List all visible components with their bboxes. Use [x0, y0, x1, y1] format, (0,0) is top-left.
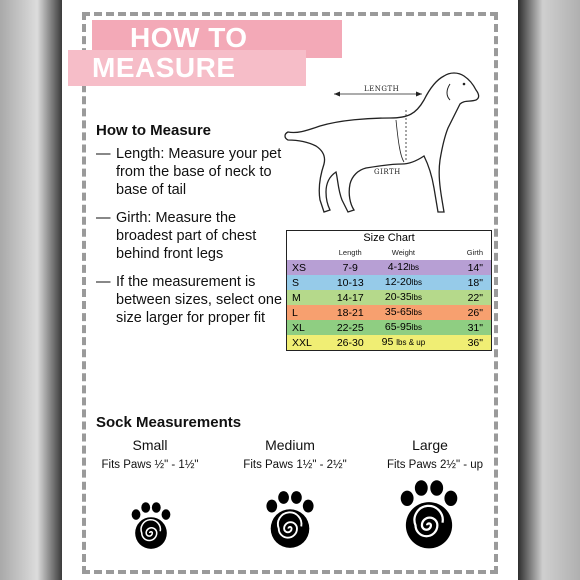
bullet-dash: —	[96, 274, 111, 290]
sock-size-medium: Medium	[265, 437, 315, 453]
size-cell: XS	[292, 261, 307, 274]
weight-unit: lbs & up	[396, 338, 426, 347]
length-cell: 22-25	[336, 321, 364, 334]
bullet-text: If the measurement is between sizes, select one size larger for proper fit	[116, 274, 283, 326]
sock-fit-medium: Fits Paws 1½" - 2½"	[243, 459, 347, 471]
size-cell: XL	[292, 321, 305, 334]
bullet-text: Girth: Measure the broadest part of chest behind front legs	[116, 210, 257, 262]
table-row	[287, 290, 492, 305]
table-row	[287, 305, 492, 320]
weight-value: 95	[381, 336, 394, 348]
weight-value: 20-35	[384, 291, 412, 303]
size-cell: XXL	[292, 336, 312, 349]
sock-size-small: Small	[132, 437, 168, 453]
weight-cell	[373, 335, 434, 351]
weight-value: 12-20	[384, 276, 412, 288]
girth-cell: 18"	[467, 276, 483, 289]
paw-small-icon	[129, 501, 173, 551]
bullet-between-sizes	[96, 273, 284, 327]
bullet-text: Length: Measure your pet from the base of neck to base of tail	[116, 146, 282, 198]
girth-cell: 14"	[467, 261, 483, 274]
sock-size-large: Large	[412, 437, 448, 453]
paw-medium-icon	[263, 490, 317, 550]
table-row	[287, 335, 492, 351]
weight-unit: lbs	[411, 323, 422, 332]
weight-unit: lbs	[411, 308, 422, 317]
weight-cell	[373, 260, 434, 275]
girth-cell: 22"	[467, 291, 483, 304]
weight-cell	[373, 275, 434, 290]
bullet-dash: —	[96, 210, 111, 226]
girth-cell: 36"	[467, 336, 483, 349]
how-to-measure-heading: How to Measure	[96, 122, 212, 139]
length-cell: 10-13	[336, 276, 364, 289]
weight-cell	[373, 320, 434, 335]
column-header-length: Length	[338, 247, 362, 257]
background-left	[0, 0, 62, 580]
column-header-weight: Weight	[391, 247, 416, 257]
sock-measurements-heading: Sock Measurements	[96, 414, 242, 431]
weight-unit: lbs	[411, 293, 422, 302]
size-cell: M	[292, 291, 301, 304]
column-header-girth: Girth	[466, 247, 483, 257]
weight-cell	[373, 305, 434, 320]
girth-cell: 31"	[467, 321, 483, 334]
dog-illustration	[280, 60, 495, 220]
weight-value: 4-12	[387, 261, 409, 273]
column-header-size	[287, 246, 328, 261]
length-cell: 26-30	[336, 336, 364, 349]
size-cell: S	[292, 276, 300, 289]
size-chart-header-row	[287, 246, 492, 261]
weight-value: 65-95	[384, 321, 412, 333]
length-cell: 14-17	[336, 291, 364, 304]
title-line-2: MEASURE	[92, 52, 236, 83]
weight-unit: lbs	[408, 263, 420, 272]
size-chart	[286, 230, 492, 351]
girth-label: GIRTH	[374, 168, 401, 176]
bullet-dash: —	[96, 146, 111, 162]
weight-value: 35-65	[384, 306, 412, 318]
title-line-1: HOW TO	[130, 22, 248, 53]
paw-large-icon	[396, 479, 462, 551]
length-label: LENGTH	[364, 85, 400, 93]
table-row	[287, 320, 492, 335]
table-row	[287, 275, 492, 290]
bullet-length	[96, 145, 284, 199]
size-cell: L	[292, 306, 298, 319]
bullet-girth	[96, 209, 284, 263]
background-right	[518, 0, 580, 580]
length-cell: 7-9	[342, 261, 358, 274]
table-row	[287, 260, 492, 275]
girth-cell: 26"	[467, 306, 483, 319]
sock-fit-large: Fits Paws 2½" - up	[386, 459, 484, 471]
size-chart-title: Size Chart	[363, 232, 415, 245]
sock-fit-small: Fits Paws ½" - 1½"	[101, 459, 199, 471]
weight-cell	[373, 290, 434, 305]
weight-unit: lbs	[411, 278, 422, 287]
length-cell: 18-21	[336, 306, 364, 319]
